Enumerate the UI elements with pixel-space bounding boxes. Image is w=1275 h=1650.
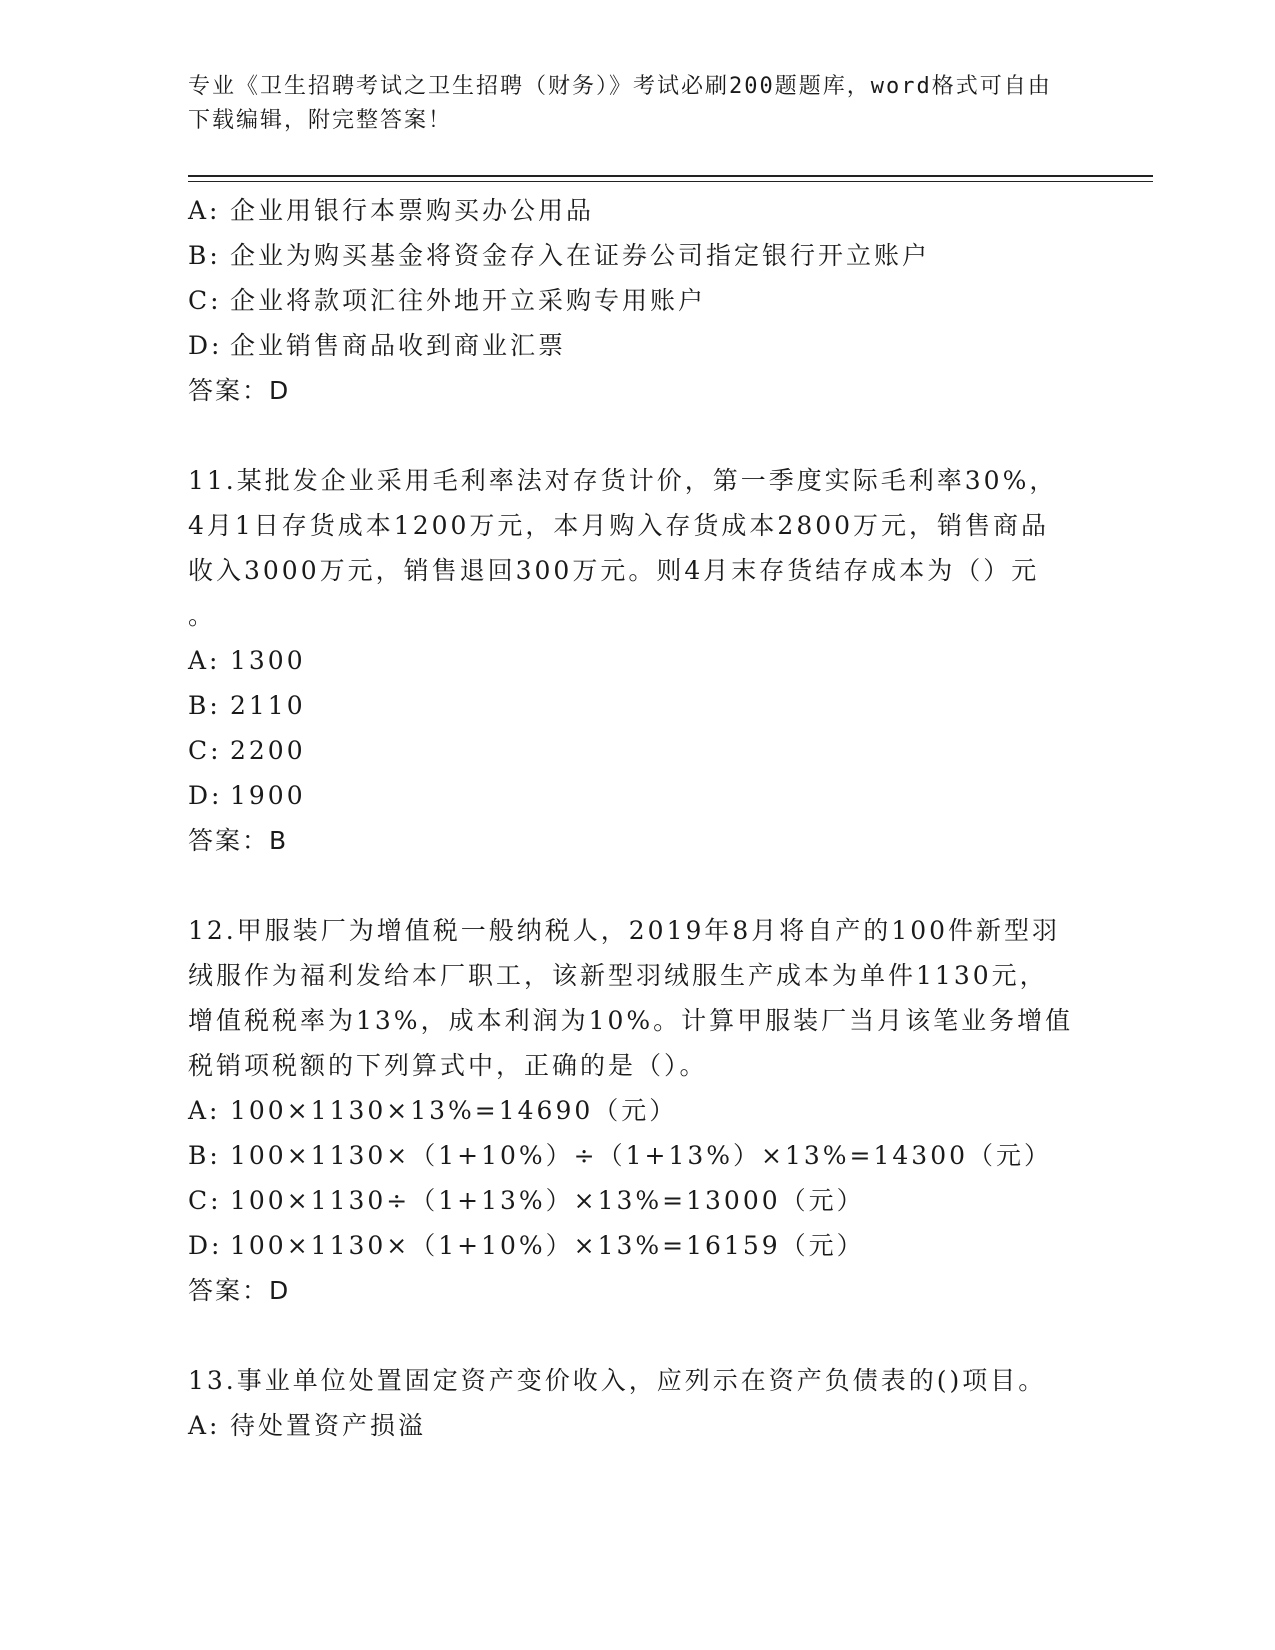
question-11-line: 收入3000万元，销售退回300万元。则4月末存货结存成本为（）元 xyxy=(188,556,1040,585)
option-c: C: 100×1130÷（1+13%）×13%=13000（元） xyxy=(188,1186,865,1215)
question-11-line: 11.某批发企业采用毛利率法对存货计价，第一季度实际毛利率30%， xyxy=(188,466,1058,495)
question-11 xyxy=(188,458,1088,863)
question-11-line: 4月1日存货成本1200万元，本月购入存货成本2800万元，销售商品 xyxy=(188,511,1050,540)
header-rule-thick xyxy=(188,175,1153,177)
option-d: D: 100×1130×（1+10%）×13%=16159（元） xyxy=(188,1231,865,1260)
option-b: B: 100×1130×（1+10%）÷（1+13%）×13%=14300（元） xyxy=(188,1141,1053,1170)
option-b: B: 2110 xyxy=(188,691,306,720)
option-b: B: 企业为购买基金将资金存入在证券公司指定银行开立账户 xyxy=(188,241,931,270)
question-11-line: 。 xyxy=(188,601,217,630)
option-c: C: 企业将款项汇往外地开立采购专用账户 xyxy=(188,286,707,315)
question-12-line: 增值税税率为13%，成本利润为10%。计算甲服装厂当月该笔业务增值 xyxy=(188,1006,1074,1035)
answer-11: 答案：B xyxy=(188,826,289,855)
question-13-line: 13.事业单位处置固定资产变价收入，应列示在资产负债表的()项目。 xyxy=(188,1366,1047,1395)
option-a: A: 1300 xyxy=(188,646,306,675)
question-12 xyxy=(188,908,1088,1313)
answer-12: 答案：D xyxy=(188,1276,291,1305)
option-a: A: 企业用银行本票购买办公用品 xyxy=(188,196,595,225)
option-a: A: 100×1130×13%=14690（元） xyxy=(188,1096,678,1125)
question-12-line: 税销项税额的下列算式中，正确的是（）。 xyxy=(188,1051,708,1080)
option-a: A: 待处置资产损溢 xyxy=(188,1411,427,1440)
document-header: 专业《卫生招聘考试之卫生招聘（财务）》考试必刷200题题库，word格式可自由下载编辑，附完整答案！ xyxy=(188,74,1052,133)
option-c: C: 2200 xyxy=(188,736,306,765)
document-body xyxy=(188,188,1088,1448)
question-10-options xyxy=(188,188,1088,413)
option-d: D: 企业销售商品收到商业汇票 xyxy=(188,331,567,360)
question-12-line: 绒服作为福利发给本厂职工，该新型羽绒服生产成本为单件1130元， xyxy=(188,961,1048,990)
option-d: D: 1900 xyxy=(188,781,306,810)
answer-10: 答案：D xyxy=(188,376,291,405)
header-rule-thin xyxy=(188,181,1153,182)
question-12-line: 12.甲服装厂为增值税一般纳税人，2019年8月将自产的100件新型羽 xyxy=(188,916,1061,945)
question-13 xyxy=(188,1358,1088,1448)
